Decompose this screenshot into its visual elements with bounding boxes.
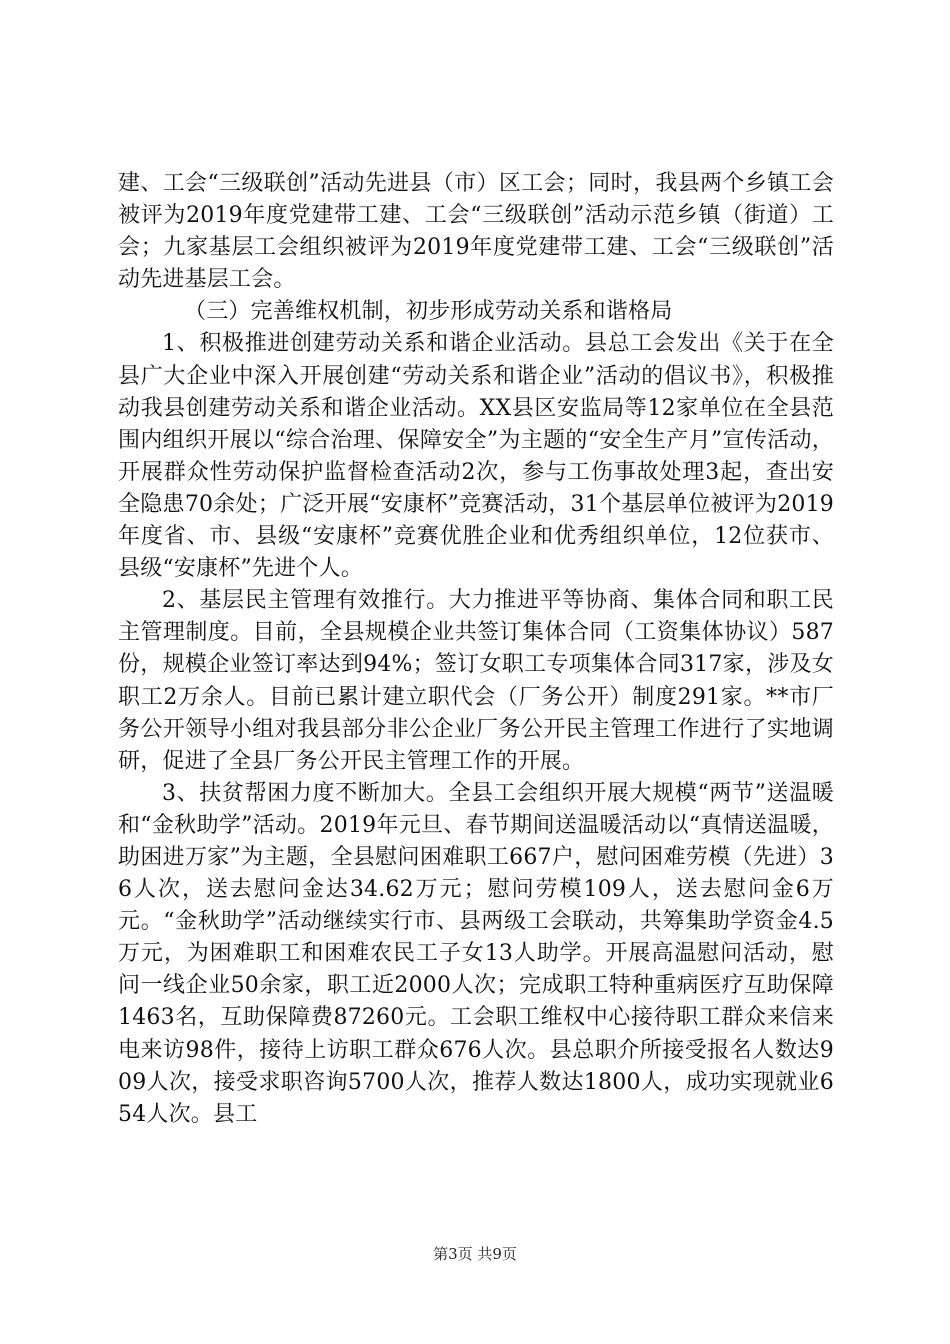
paragraph-item-2: 2、基层民主管理有效推行。大力推进平等协商、集体合同和职工民主管理制度。目前，全县规模企业共签订集体合同（工资集体协议）587份，规模企业签订率达到94%；签订女职工专项集体合同317家，涉及女职工2万余人。目前已累计建立职代会（厂务公开）制度291家。**市厂务公开领导小组对我县部分非公企业厂务公开民主管理工作进行了实地调研，促进了全县厂务公开民主管理工作的开展。: [118, 588, 834, 774]
paragraph-item-1: 1、积极推进创建劳动关系和谐企业活动。县总工会发出《关于在全县广大企业中深入开展创建“劳动关系和谐企业”活动的倡议书》，积极推动我县创建劳动关系和谐企业活动。XX县区安监局等12家单位在全县范围内组织开展以“综合治理、保障安全”为主题的“安全生产月”宣传活动，开展群众性劳动保护监督检查活动2次，参与工伤事故处理3起，查出安全隐患70余处；广泛开展“安康杯”竞赛活动，31个基层单位被评为2019年度省、市、县级“安康杯”竞赛优胜企业和优秀组织单位，12位获市、县级“安康杯”先进个人。: [118, 331, 834, 582]
document-body: [118, 168, 834, 1131]
page-footer: [0, 1244, 950, 1264]
paragraph-continuation: 建、工会“三级联创”活动先进县（市）区工会；同时，我县两个乡镇工会被评为2019年度党建带工建、工会“三级联创”活动示范乡镇（街道）工会；九家基层工会组织被评为2019年度党建带工建、工会“三级联创”活动先进基层工会。: [118, 171, 834, 293]
page-number: 第3页 共9页: [433, 1245, 517, 1263]
section-heading: （三）完善维权机制，初步形成劳动关系和谐格局: [184, 299, 673, 325]
paragraph-item-3: 3、扶贫帮困力度不断加大。全县工会组织开展大规模“两节”送温暖和“金秋助学”活动。2019年元旦、春节期间送温暖活动以“真情送温暖，助困进万家”为主题，全县慰问困难职工667户，慰问困难劳模（先进）36人次，送去慰问金达34.62万元；慰问劳模109人，送去慰问金6万元。“金秋助学”活动继续实行市、县两级工会联动，共筹集助学资金4.5万元，为困难职工和困难农民工子女13人助学。开展高温慰问活动，慰问一线企业50余家，职工近2000人次；完成职工特种重病医疗互助保障1463名，互助保障费87260元。工会职工维权中心接待职工群众来信来电来访98件，接待上访职工群众676人次。县总职介所接受报名人数达909人次，接受求职咨询5700人次，推荐人数达1800人，成功实现就业654人次。县工: [118, 780, 834, 1127]
